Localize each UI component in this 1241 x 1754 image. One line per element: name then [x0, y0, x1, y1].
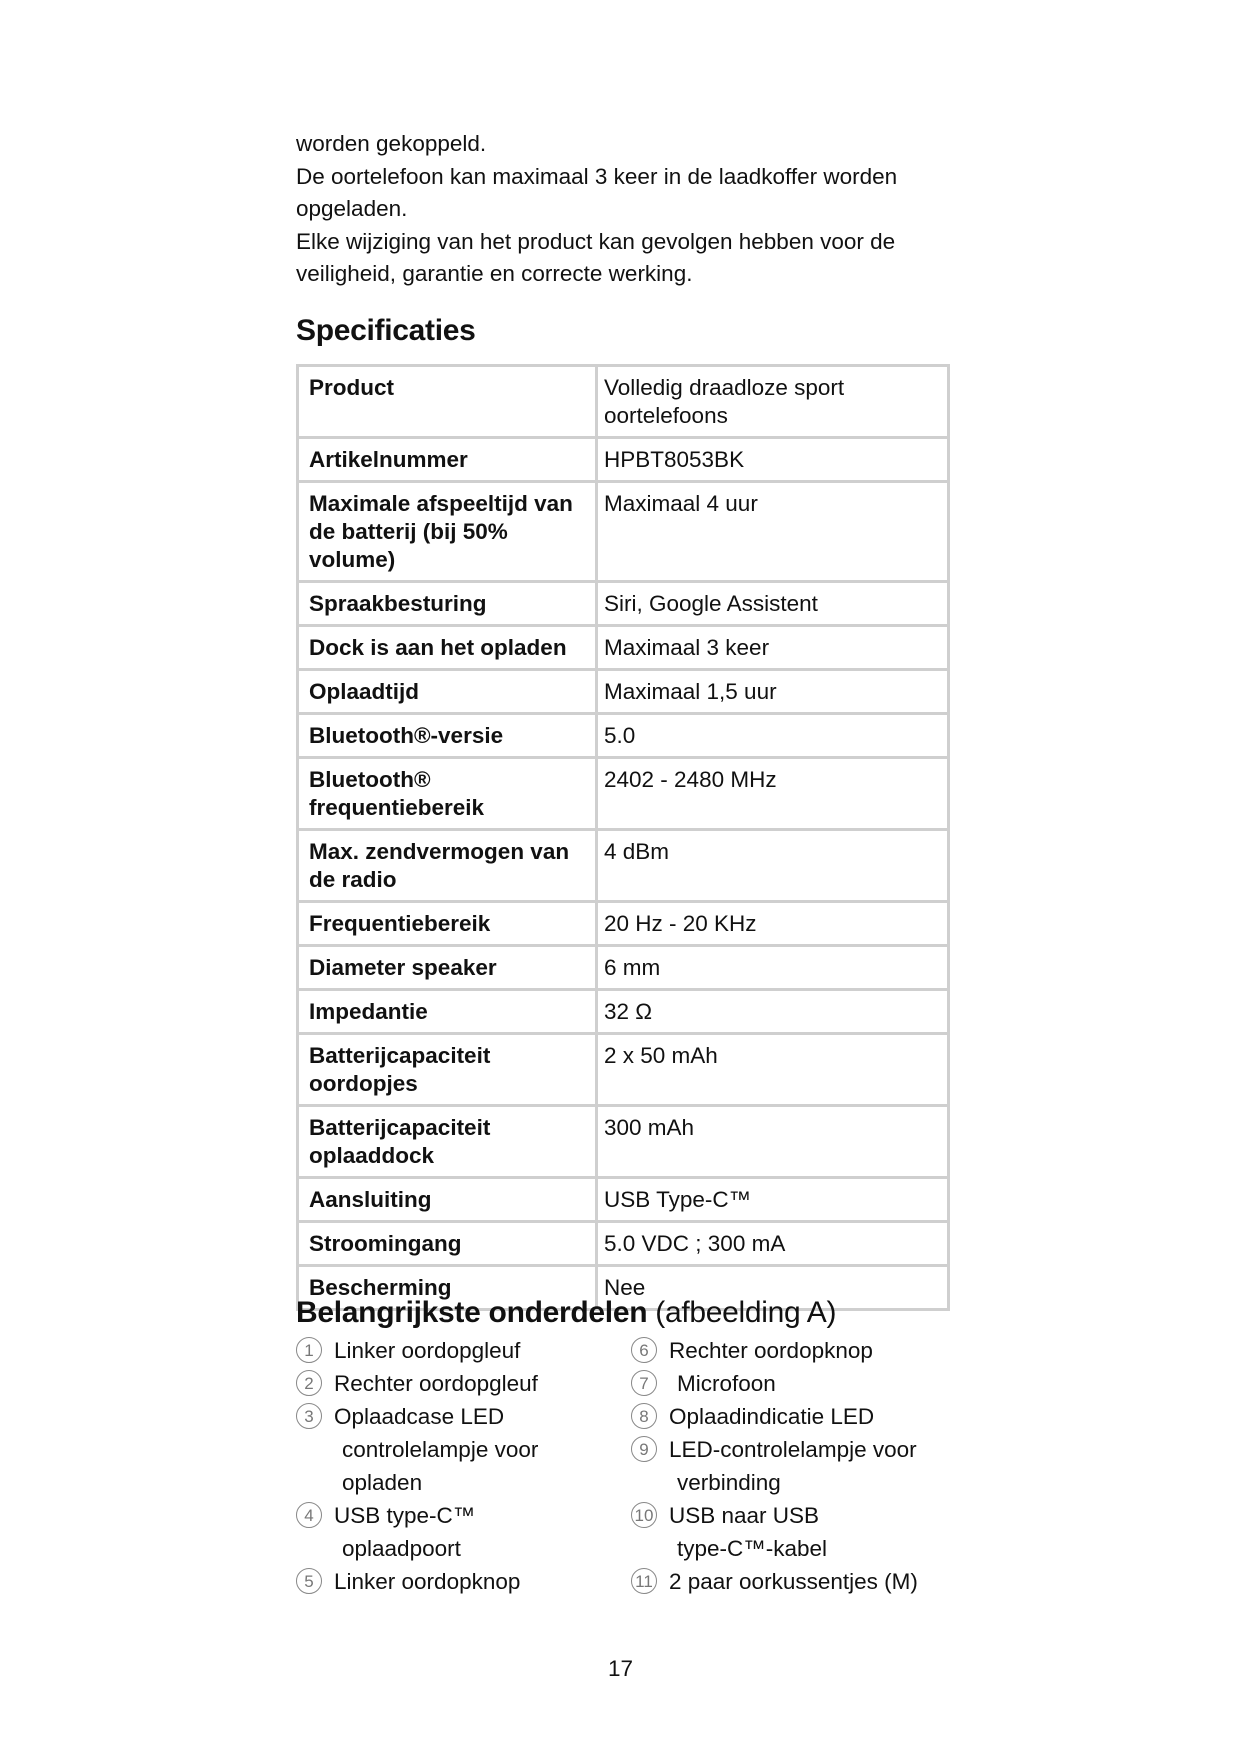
- spec-label: Artikelnummer: [309, 447, 468, 472]
- spec-value: Volledig draadloze sport oortelefoons: [597, 366, 949, 438]
- number-badge: 1: [296, 1337, 322, 1363]
- table-row: [298, 366, 949, 438]
- parts-heading-bold: Belangrijkste onderdelen: [296, 1296, 648, 1329]
- spec-label: Diameter speaker: [309, 955, 497, 980]
- number-badge: 4: [296, 1502, 322, 1528]
- part-label: 2 paar oorkussentjes (M): [669, 1569, 918, 1594]
- part-label-line: LED-controlelampje voor: [669, 1437, 917, 1462]
- intro-line: veiligheid, garantie en correcte werking.: [296, 261, 693, 286]
- number-badge: 6: [631, 1337, 657, 1363]
- table-row: [298, 758, 949, 830]
- part-label-line: verbinding: [677, 1470, 781, 1495]
- intro-line: De oortelefoon kan maximaal 3 keer in de laadkoffer worden: [296, 163, 898, 189]
- spec-value: 5.0: [597, 714, 949, 758]
- part-label: [669, 1499, 961, 1565]
- table-row: [298, 1106, 949, 1178]
- list-item: [296, 1367, 626, 1400]
- intro-text: [296, 128, 950, 291]
- spec-label: Bescherming: [309, 1275, 452, 1300]
- number-badge: 7: [631, 1370, 657, 1396]
- table-row: [298, 1222, 949, 1266]
- page-number: 17: [607, 1656, 634, 1681]
- spec-label: Max. zendvermogen van de radio: [309, 839, 570, 892]
- spec-value: 4 dBm: [597, 830, 949, 902]
- intro-line: Elke wijziging van het product kan gevolgen hebben voor de: [296, 228, 896, 254]
- spec-label: Batterijcapaciteit oplaaddock: [309, 1115, 491, 1168]
- specs-heading: Specificaties: [296, 314, 476, 347]
- spec-label: Stroomingang: [309, 1231, 462, 1256]
- number-badge: 9: [631, 1436, 657, 1462]
- list-item: [631, 1400, 961, 1433]
- part-label: [669, 1433, 961, 1499]
- table-row: [298, 670, 949, 714]
- table-row: [298, 990, 949, 1034]
- parts-list-left: [296, 1334, 626, 1598]
- intro-line: opgeladen.: [296, 196, 408, 221]
- table-row: [298, 830, 949, 902]
- part-label: Linker oordopknop: [334, 1569, 521, 1594]
- table-row: [298, 714, 949, 758]
- number-badge: 3: [296, 1403, 322, 1429]
- spec-value: USB Type-C™: [597, 1178, 949, 1222]
- spec-label: Bluetooth® frequentiebereik: [309, 767, 485, 820]
- spec-label: Aansluiting: [309, 1187, 432, 1212]
- spec-value: 6 mm: [597, 946, 949, 990]
- number-badge: 10: [631, 1502, 657, 1528]
- spec-label: Spraakbesturing: [309, 591, 487, 616]
- part-label-line: opladen: [342, 1470, 423, 1495]
- list-item: [296, 1334, 626, 1367]
- spec-value: 32 Ω: [597, 990, 949, 1034]
- number-badge: 5: [296, 1568, 322, 1594]
- spec-value: 300 mAh: [597, 1106, 949, 1178]
- parts-heading: [296, 1296, 836, 1330]
- list-item: [296, 1565, 626, 1598]
- spec-value: Nee: [597, 1266, 949, 1310]
- table-row: [298, 1178, 949, 1222]
- part-label: Microfoon: [677, 1371, 776, 1396]
- spec-value: 5.0 VDC ; 300 mA: [597, 1222, 949, 1266]
- table-row: [298, 946, 949, 990]
- parts-list-right: [631, 1334, 961, 1598]
- parts-heading-normal: (afbeelding A): [655, 1296, 837, 1329]
- spec-label: Bluetooth®-versie: [309, 723, 504, 748]
- spec-value: Maximaal 4 uur: [597, 482, 949, 582]
- part-label-line: Oplaadcase LED: [334, 1404, 505, 1429]
- part-label: [334, 1400, 626, 1499]
- table-row: [298, 902, 949, 946]
- list-item: [296, 1400, 626, 1499]
- list-item: [631, 1334, 961, 1367]
- specs-table: [296, 364, 950, 1311]
- part-label: [334, 1499, 626, 1565]
- spec-value: 2402 - 2480 MHz: [597, 758, 949, 830]
- spec-label: Frequentiebereik: [309, 911, 491, 936]
- spec-label: Batterijcapaciteit oordopjes: [309, 1043, 491, 1096]
- spec-value: Maximaal 1,5 uur: [597, 670, 949, 714]
- part-label-line: USB naar USB: [669, 1503, 820, 1528]
- part-label-line: oplaadpoort: [342, 1536, 461, 1561]
- table-row: [298, 1034, 949, 1106]
- part-label: Oplaadindicatie LED: [669, 1404, 875, 1429]
- spec-value: HPBT8053BK: [597, 438, 949, 482]
- list-item: [631, 1433, 961, 1499]
- spec-label: Dock is aan het opladen: [309, 635, 567, 660]
- list-item: [631, 1499, 961, 1565]
- table-row: [298, 438, 949, 482]
- number-badge: 2: [296, 1370, 322, 1396]
- spec-value: Siri, Google Assistent: [597, 582, 949, 626]
- intro-line: worden gekoppeld.: [296, 131, 487, 156]
- spec-value: 20 Hz - 20 KHz: [597, 902, 949, 946]
- spec-label: Product: [309, 375, 395, 400]
- part-label-line: USB type-C™: [334, 1503, 476, 1528]
- part-label: Rechter oordopgleuf: [334, 1371, 538, 1396]
- table-row: [298, 582, 949, 626]
- table-row: [298, 626, 949, 670]
- number-badge: 8: [631, 1403, 657, 1429]
- part-label-line: controlelampje voor: [342, 1437, 539, 1462]
- table-row: [298, 482, 949, 582]
- list-item: [631, 1565, 961, 1598]
- list-item: [631, 1367, 961, 1400]
- spec-label: Maximale afspeeltijd van de batterij (bij 50% volume): [309, 491, 573, 572]
- spec-label: Oplaadtijd: [309, 679, 420, 704]
- part-label-line: type-C™-kabel: [677, 1536, 828, 1561]
- spec-label: Impedantie: [309, 999, 428, 1024]
- number-badge: 11: [631, 1568, 657, 1594]
- part-label: Rechter oordopknop: [669, 1338, 873, 1363]
- list-item: [296, 1499, 626, 1565]
- part-label: Linker oordopgleuf: [334, 1338, 521, 1363]
- spec-value: Maximaal 3 keer: [597, 626, 949, 670]
- spec-value: 2 x 50 mAh: [597, 1034, 949, 1106]
